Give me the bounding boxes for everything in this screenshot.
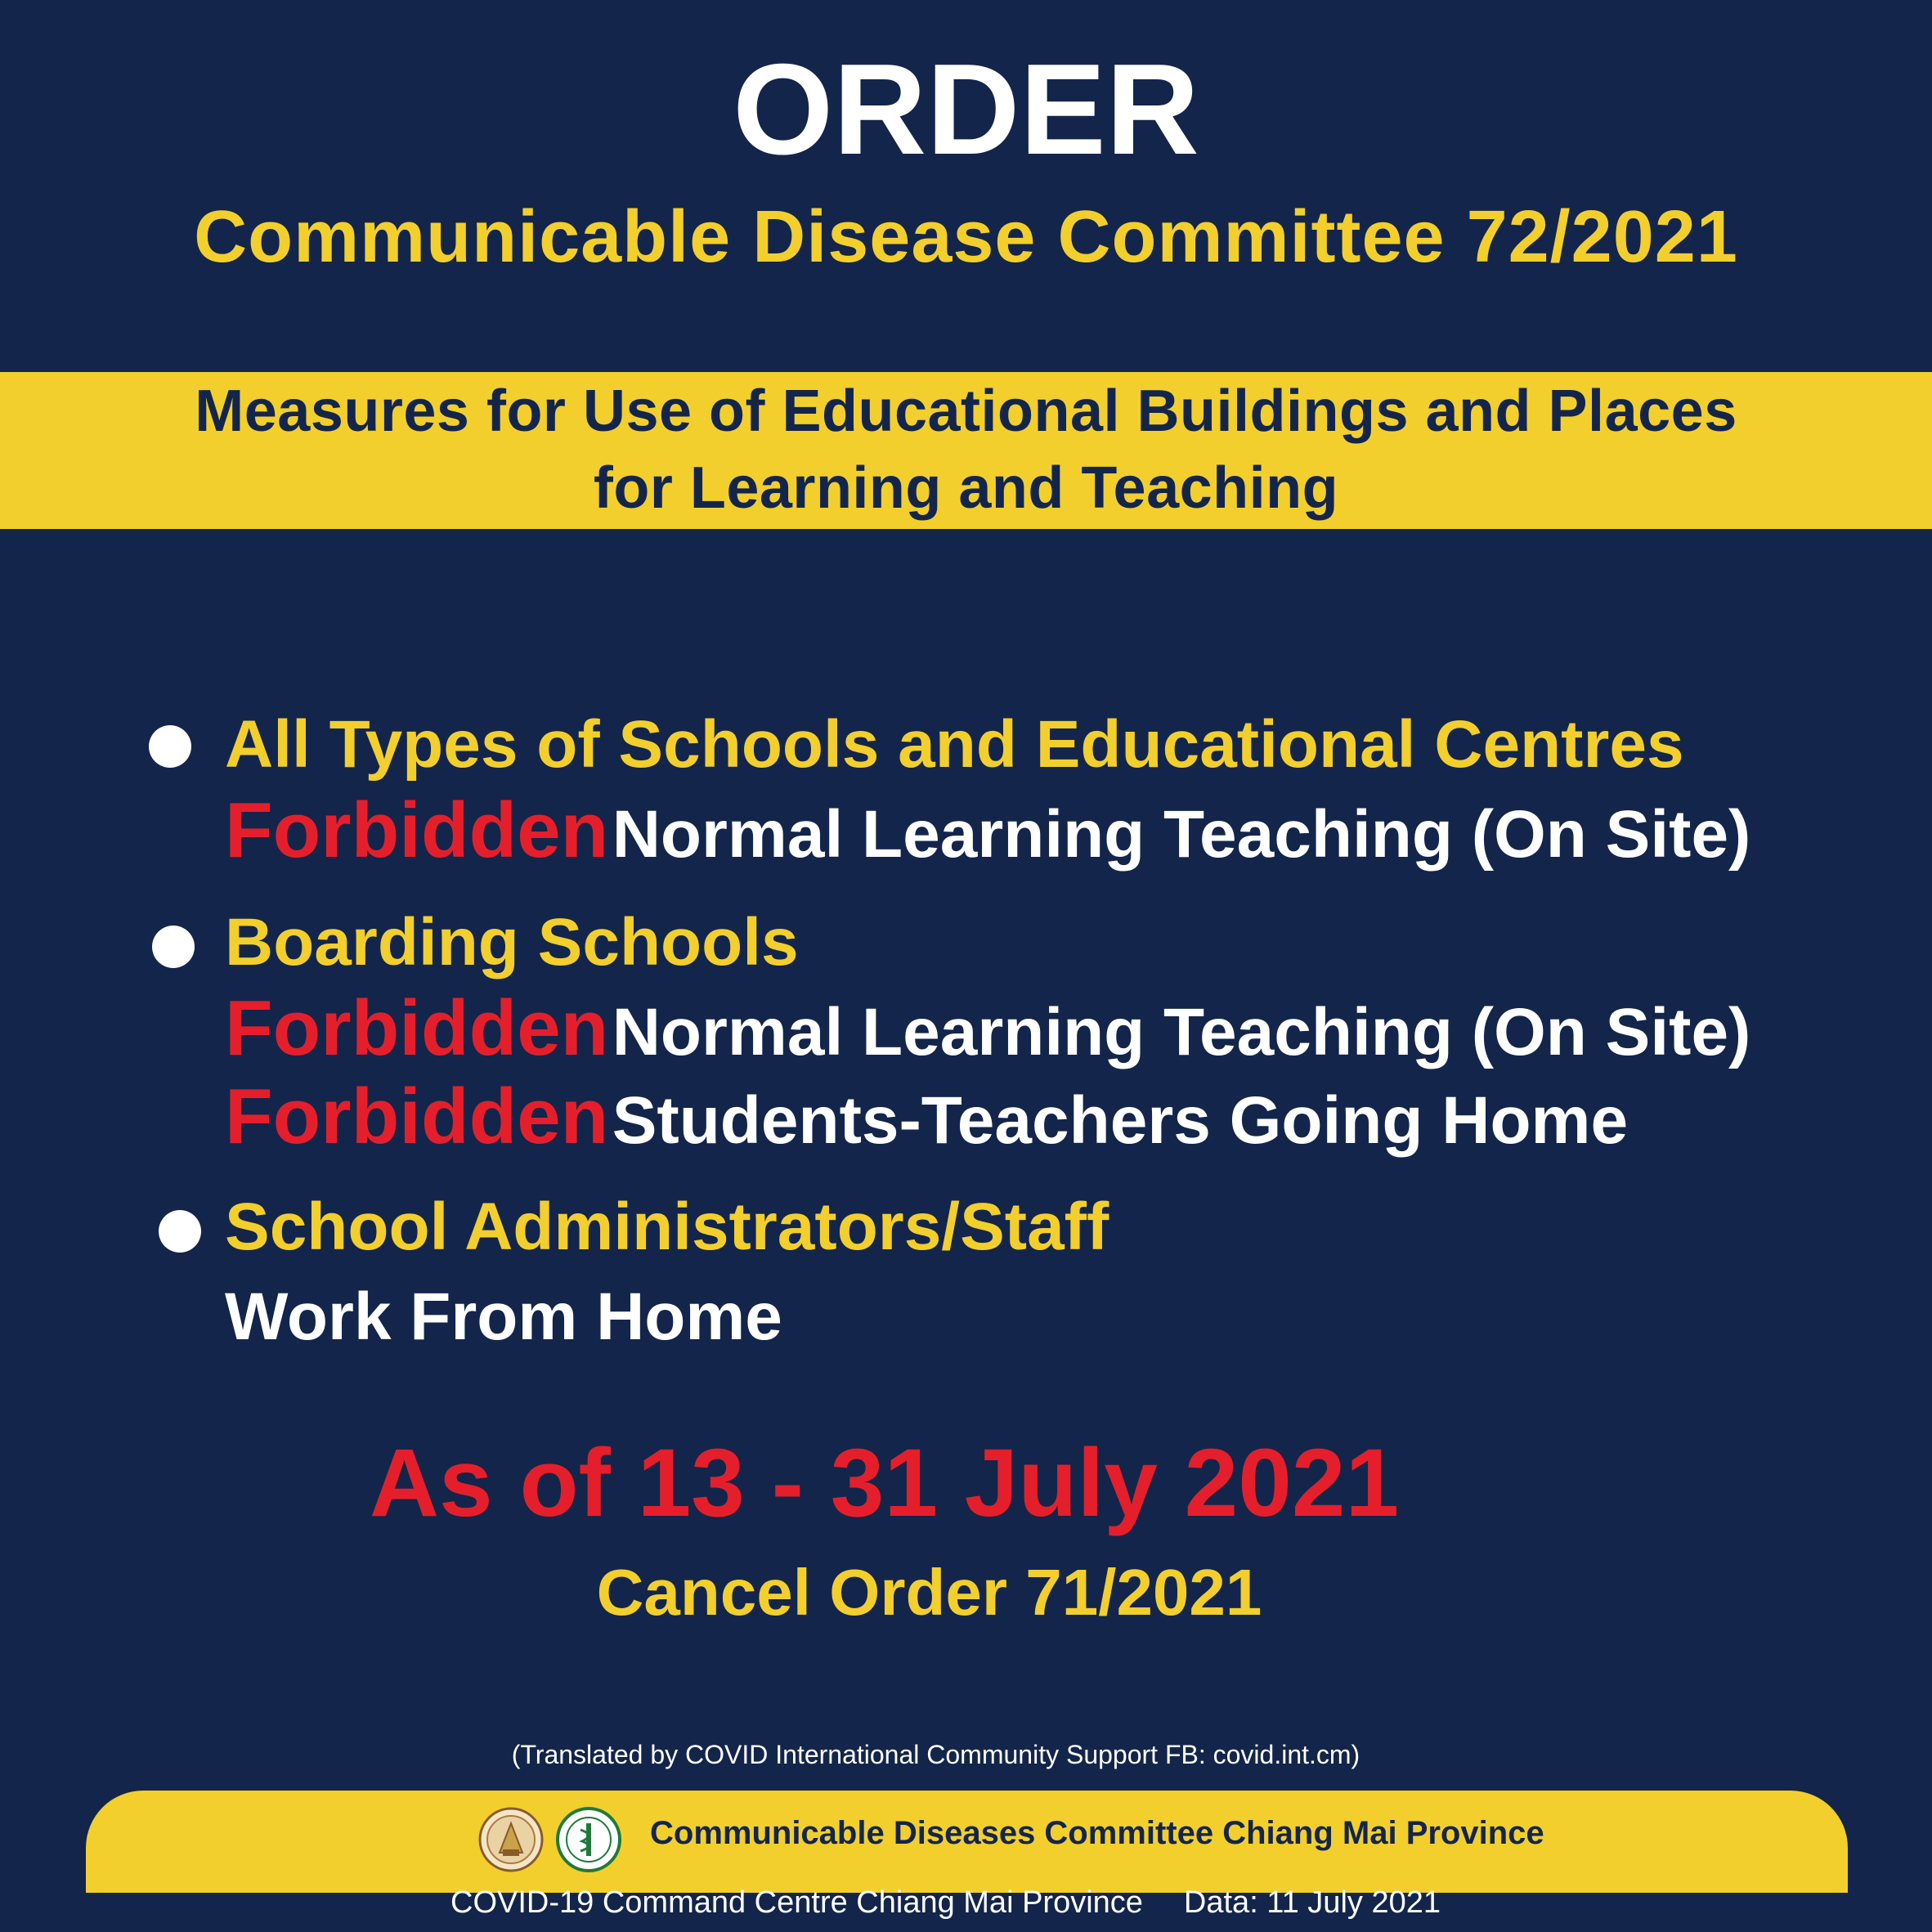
effective-dates: As of 13 - 31 July 2021 xyxy=(369,1429,1400,1537)
bullet-icon xyxy=(152,926,195,968)
provincial-seal-icon xyxy=(478,1807,544,1872)
rule-line xyxy=(225,984,1751,1072)
item-heading: All Types of Schools and Educational Centres xyxy=(225,707,1684,782)
rule-text: Normal Learning Teaching (On Site) xyxy=(612,995,1751,1069)
forbidden-label: Forbidden xyxy=(225,1073,609,1160)
measures-banner-line2: for Learning and Teaching xyxy=(593,455,1339,521)
rule-line xyxy=(225,1073,1629,1160)
translation-credit: (Translated by COVID International Community Support FB: covid.int.cm) xyxy=(511,1740,1360,1769)
item-heading: School Administrators/Staff xyxy=(225,1190,1109,1264)
data-date: Data: 11 July 2021 xyxy=(1183,1885,1441,1920)
rule-text: Students-Teachers Going Home xyxy=(612,1083,1629,1158)
forbidden-label: Forbidden xyxy=(225,984,609,1072)
health-ministry-seal-icon xyxy=(556,1807,621,1872)
command-centre: COVID-19 Command Centre Chiang Mai Province xyxy=(451,1885,1143,1920)
item-text: Work From Home xyxy=(225,1280,782,1354)
measures-banner-line1: Measures for Use of Educational Buildings and Places xyxy=(195,379,1737,444)
cancel-order: Cancel Order 71/2021 xyxy=(596,1556,1262,1629)
committee-subtitle: Communicable Disease Committee 72/2021 xyxy=(194,196,1738,278)
footer-org: Communicable Diseases Committee Chiang Mai Province xyxy=(650,1815,1544,1851)
measures-banner xyxy=(0,372,1932,529)
order-title: ORDER xyxy=(733,38,1199,182)
forbidden-label: Forbidden xyxy=(225,787,609,874)
bullet-icon xyxy=(159,1210,201,1253)
rule-text: Normal Learning Teaching (On Site) xyxy=(612,797,1751,872)
item-heading: Boarding Schools xyxy=(225,905,799,979)
bottom-info xyxy=(0,1887,1912,1918)
rule-line xyxy=(225,787,1751,874)
bullet-icon xyxy=(149,725,191,768)
